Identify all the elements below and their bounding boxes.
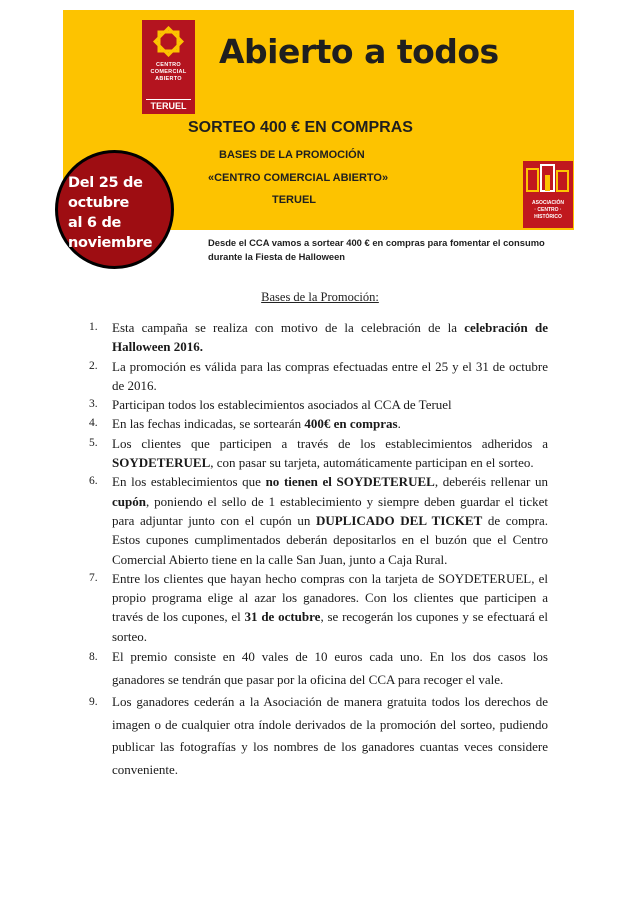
description-line-2: durante la Fiesta de Halloween: [208, 251, 346, 262]
rule-text: Los clientes que participen a través de los establecimientos adheridos a: [112, 435, 548, 451]
asociacion-line-2: · CENTRO ·: [534, 207, 562, 213]
centro-comercial-logo: [142, 20, 195, 114]
logo-line-2: COMERCIAL: [150, 69, 187, 75]
dates-line-1: Del 25 de: [68, 175, 143, 191]
logo-line-1: CENTRO: [155, 62, 182, 68]
rule-text: En las fechas indicadas, se sortearán: [112, 416, 305, 432]
cca-heading: «CENTRO COMERCIAL ABIERTO»: [208, 172, 389, 184]
rule-item: [86, 569, 548, 646]
rule-number: 3.: [89, 398, 98, 411]
rule-text: Participan todos los establecimientos asociados al CCA de Teruel: [112, 397, 452, 413]
asociacion-line-3: HISTÓRICO: [534, 214, 562, 220]
description-line-1: Desde el CCA vamos a sortear 400 € en compras para fomentar el consumo: [208, 237, 545, 248]
rule-text: , poniendo el sello de 1 establecimiento y siempre deben guardar el ticket para adjuntar junto con el cupón un: [112, 493, 548, 528]
rule-item: [86, 395, 548, 414]
rule-emphasis: no tienen el SOYDETERUEL: [265, 474, 435, 490]
rule-number: 9.: [89, 696, 98, 709]
rule-text: de compra. Estos cupones cumplimentados deberán depositarlos en el buzón que el Centro Comercial Abierto tiene en la calle San Juan, junto a Caja Rural.: [112, 512, 548, 567]
rule-number: 8.: [89, 651, 98, 664]
dates-line-2: octubre: [68, 195, 130, 211]
rule-emphasis: cupón: [112, 493, 146, 509]
bases-heading: BASES DE LA PROMOCIÓN: [219, 149, 365, 161]
banner-description: [208, 236, 578, 264]
rule-text: Entre los clientes que hayan hecho compras con la tarjeta de SOYDETERUEL, el propio programa elige al azar los ganadores. Con los clientes que participen a través de los cupones, el: [112, 570, 548, 625]
promo-banner: [63, 10, 574, 276]
rule-emphasis: DUPLICADO DEL TICKET: [315, 512, 483, 528]
logo-city: TERUEL: [146, 99, 191, 111]
rules-list: [86, 318, 548, 781]
asociacion-logo: [523, 161, 573, 228]
rule-text: , con pasar su tarjeta, automáticamente participan en el sorteo.: [210, 455, 534, 471]
rule-emphasis: 400€ en compras: [304, 416, 398, 432]
logo-line-3: ABIERTO: [155, 76, 182, 82]
rule-number: 4.: [89, 417, 98, 430]
rule-text: El premio consiste en 40 vales de 10 euros cada uno. En los dos casos los ganadores se tendrán que pasar por la oficina del CCA para recoger el vale.: [112, 649, 548, 687]
rule-text: .: [397, 416, 401, 432]
rule-number: 6.: [89, 475, 98, 488]
rule-item: [86, 691, 548, 781]
rule-item: [86, 472, 548, 568]
rule-number: 7.: [89, 571, 98, 584]
rule-item: [86, 414, 548, 433]
rule-item: [86, 318, 548, 357]
rule-item: [86, 434, 548, 473]
rule-text: La promoción es válida para las compras efectuadas entre el 25 y el 31 de octubre de 2016.: [112, 358, 548, 393]
rule-number: 5.: [89, 436, 98, 449]
rule-number: 2.: [89, 359, 98, 372]
rule-text: En los establecimientos que: [112, 474, 266, 490]
rule-item: [86, 357, 548, 396]
rule-text: Los ganadores cederán a la Asociación de manera gratuita todos los derechos de imagen o de cualquier otra índole derivados de la promoción del sorteo, pudiendo publicar las fotografías y los nombres de los ganadores cuantas veces considere conveniente.: [112, 694, 548, 777]
rule-text: , se recogerán los cupones y se efectuará el sorteo.: [112, 609, 548, 644]
historic-buildings-icon: [523, 161, 573, 195]
star-ornament-icon: [153, 26, 184, 57]
rule-number: 1.: [89, 321, 98, 333]
rule-emphasis: 31 de octubre: [244, 609, 321, 625]
dates-line-3: al 6 de: [68, 215, 122, 231]
rule-text: Esta campaña se realiza con motivo de la celebración de la: [112, 320, 465, 335]
rule-text: , deberéis rellenar un: [434, 474, 548, 490]
dates-line-4: noviembre: [68, 235, 153, 251]
dates-badge: [55, 150, 174, 269]
rule-emphasis: SOYDETERUEL: [112, 455, 211, 471]
city-heading: TERUEL: [272, 194, 316, 206]
asociacion-line-1: ASOCIACIÓN: [532, 200, 564, 206]
rules-heading: Bases de la Promoción:: [261, 290, 379, 304]
rule-emphasis: celebración de Halloween 2016.: [112, 320, 548, 355]
rule-item: [86, 646, 548, 691]
banner-title: Abierto a todos: [219, 32, 499, 71]
sorteo-heading: SORTEO 400 € EN COMPRAS: [188, 119, 413, 136]
